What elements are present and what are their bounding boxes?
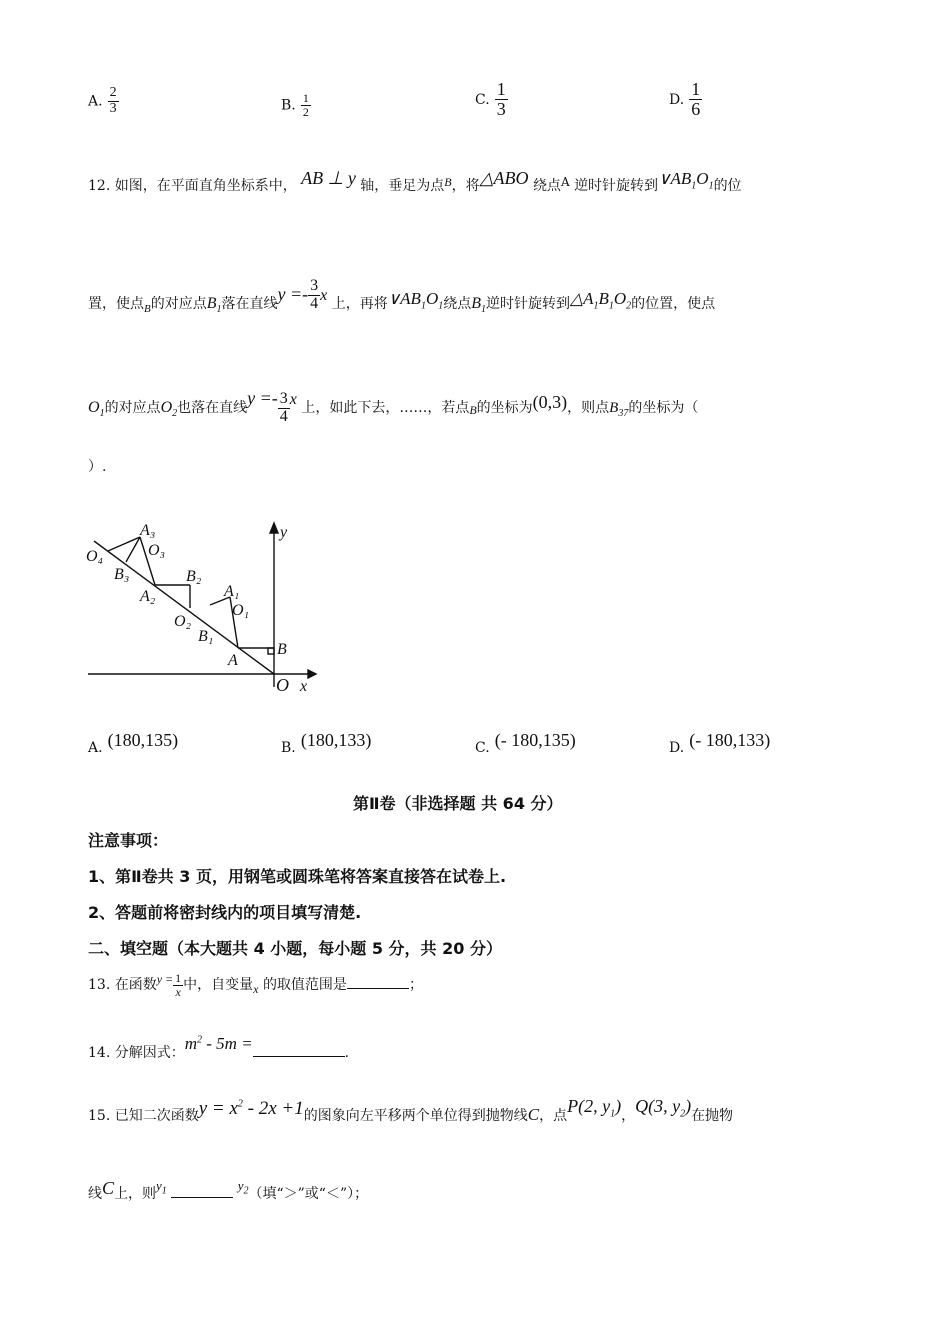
q12-text: 逆时针旋转到 bbox=[574, 178, 659, 194]
q12-line-2 bbox=[88, 278, 715, 315]
option-label: D. bbox=[669, 740, 685, 756]
q14-text: 分解因式： bbox=[114, 1045, 185, 1061]
math-x: x bbox=[289, 391, 297, 408]
option-value: (- 180,133) bbox=[689, 730, 771, 750]
question-number: 14. bbox=[88, 1045, 111, 1061]
math-quadratic: $y = x^2 - 2x +1$ bbox=[198, 1098, 304, 1119]
fraction-denominator: 2 bbox=[302, 104, 309, 119]
q12-option-b bbox=[281, 730, 371, 756]
q12-text: 绕点 bbox=[443, 295, 472, 312]
fraction-denominator: 4 bbox=[310, 294, 319, 312]
math-x: x bbox=[253, 982, 259, 997]
label-o3: O₃ bbox=[148, 542, 166, 559]
math-triangle-ab1o1: $\vee AB_1O_1$ bbox=[658, 169, 714, 192]
x-axis-arrow bbox=[308, 670, 316, 678]
math-triangle-abo: △ABO bbox=[479, 168, 529, 188]
label-y: y bbox=[280, 524, 288, 541]
fraction-denominator: 4 bbox=[279, 407, 288, 425]
q12-text: 逆时针旋转到 bbox=[486, 295, 570, 312]
math-coord-b: (0,3) bbox=[532, 392, 568, 412]
segment-a3-o4 bbox=[108, 537, 140, 551]
q13-text: ； bbox=[408, 977, 423, 994]
math-expression: $m^2 - 5m$ = bbox=[184, 1034, 253, 1053]
option-label: C. bbox=[475, 740, 490, 756]
math-point-b37: $B_{37}$ bbox=[609, 400, 629, 419]
q15-line-1: 15. 已知二次函数$y = x^2 - 2x +1$的图象向左平移两个单位得到抛物线C，点P(2, $y_1$)，Q(3, $y_2$)在抛物 bbox=[88, 1096, 734, 1124]
fraction-numerator: 3 bbox=[279, 389, 288, 407]
q12-text: 落在直线 bbox=[221, 295, 278, 312]
q12-text: 的位置，使点 bbox=[631, 295, 716, 312]
label-a: A bbox=[228, 652, 238, 669]
option-label: C. bbox=[475, 91, 490, 108]
math-c: C bbox=[527, 1105, 540, 1124]
q13-text: 在函数 bbox=[114, 977, 157, 994]
label-o4: O₄ bbox=[86, 548, 104, 565]
notice-title: 注意事项： bbox=[88, 831, 169, 850]
math-ab-perp-y: AB ⊥ y bbox=[301, 168, 356, 188]
math-point-q: Q(3, $y_2$) bbox=[635, 1096, 692, 1120]
label-a2: A₂ bbox=[140, 588, 156, 605]
math-point-b: B bbox=[469, 403, 477, 417]
q13-text: 中，自变量 bbox=[183, 977, 254, 994]
q12-text: 的坐标为 bbox=[476, 400, 533, 416]
label-b: B bbox=[277, 641, 287, 658]
math-x: x bbox=[320, 286, 328, 304]
fraction-numerator: 1 bbox=[691, 79, 701, 99]
notice-item-2: 2、答题前将密封线内的项目填写清楚. bbox=[88, 903, 362, 922]
math-y2: $y_2$ bbox=[237, 1178, 249, 1197]
q11-option-c bbox=[475, 80, 508, 119]
option-value: (180,135) bbox=[107, 730, 179, 750]
math-c: C bbox=[102, 1178, 115, 1198]
right-angle-mark bbox=[268, 648, 274, 654]
q15-text: 上，则 bbox=[114, 1186, 157, 1202]
math-point-b: B bbox=[144, 302, 151, 315]
math-y-eq: y = bbox=[156, 972, 174, 987]
q12-line-3 bbox=[88, 388, 698, 425]
fraction-numerator: 1 bbox=[302, 91, 309, 105]
q11-option-b bbox=[281, 92, 311, 118]
q15-text: ，点 bbox=[539, 1108, 568, 1124]
q15-text: 的图象向左平移两个单位得到抛物线 bbox=[303, 1108, 528, 1124]
notice-item-1: 1、第Ⅱ卷共 3 页，用钢笔或圆珠笔将答案直接答在试卷上. bbox=[88, 867, 507, 886]
q12-text: 的对应点 bbox=[150, 295, 207, 312]
fill-section-title: 二、填空题（本大题共 4 小题，每小题 5 分，共 20 分） bbox=[88, 939, 502, 958]
fraction-numerator: 1 bbox=[496, 79, 506, 99]
label-o: O bbox=[276, 675, 289, 695]
q12-option-d bbox=[669, 730, 770, 756]
q14-text: . bbox=[344, 1045, 350, 1061]
q15-line-2 bbox=[88, 1178, 368, 1203]
question-number: 13. bbox=[88, 977, 111, 994]
answer-blank[interactable] bbox=[171, 1183, 233, 1198]
q12-line-4: ）. bbox=[88, 459, 107, 475]
math-point-o2: $O_2$ bbox=[160, 399, 178, 420]
fraction-denominator: 3 bbox=[109, 100, 117, 116]
q12-text: 的位 bbox=[713, 178, 742, 194]
q12-line-1 bbox=[88, 168, 742, 195]
fraction-denominator: 3 bbox=[496, 98, 506, 119]
q11-option-a bbox=[88, 86, 119, 116]
math-line-lhs: y =- bbox=[247, 388, 278, 408]
q11-option-d bbox=[669, 80, 702, 119]
q15-text: 线 bbox=[88, 1186, 102, 1202]
q13-text: 的取值范围是 bbox=[262, 977, 347, 994]
math-point-b1: $B_1$ bbox=[206, 294, 222, 315]
option-value: (- 180,135) bbox=[494, 730, 576, 750]
q15-text: （填“＞”或“＜”）； bbox=[248, 1186, 369, 1202]
label-b3: B₃ bbox=[114, 566, 130, 583]
math-point-p: P(2, $y_1$) bbox=[567, 1096, 622, 1120]
q12-option-c bbox=[475, 730, 576, 756]
option-label: A. bbox=[88, 740, 103, 756]
math-y1: $y_1$ bbox=[156, 1178, 167, 1197]
q12-text: 置，使点 bbox=[88, 295, 144, 312]
q12-text: 也落在直线 bbox=[177, 400, 248, 416]
option-value: (180,133) bbox=[300, 730, 372, 750]
fraction-numerator: 2 bbox=[109, 85, 117, 100]
q12-text: 的坐标为（ bbox=[628, 400, 699, 416]
math-point-b: B bbox=[444, 175, 452, 189]
label-o1: O₁ bbox=[232, 602, 250, 619]
q12-text: 绕点 bbox=[532, 178, 561, 194]
q13: 13. 在函数y = $\frac{1}{x}$ 中，自变量x 的取值范围是 ； bbox=[88, 971, 423, 999]
answer-blank[interactable] bbox=[347, 974, 409, 989]
math-triangle-a1b1o2: $\triangle A_1B_1O_2$ bbox=[570, 288, 632, 312]
q12-option-a bbox=[88, 730, 178, 756]
option-label: B. bbox=[281, 740, 296, 756]
option-label: D. bbox=[669, 91, 685, 108]
q15-text: 已知二次函数 bbox=[114, 1108, 199, 1124]
option-label: B. bbox=[281, 97, 296, 114]
label-a3: A₃ bbox=[140, 522, 156, 539]
question-number: 15. bbox=[88, 1108, 111, 1124]
y-axis-arrow bbox=[270, 523, 278, 533]
label-x: x bbox=[300, 678, 308, 695]
section-title: 第Ⅱ卷（非选择题 共 64 分） bbox=[353, 794, 563, 813]
fraction-denominator: 6 bbox=[691, 98, 701, 119]
label-a1: A₁ bbox=[224, 583, 240, 600]
q12-text: ，将 bbox=[451, 178, 480, 194]
q14 bbox=[88, 1034, 349, 1062]
label-b1: B₁ bbox=[198, 628, 214, 645]
q12-text: 的对应点 bbox=[104, 400, 161, 416]
label-o2: O₂ bbox=[174, 613, 192, 630]
label-b2: B₂ bbox=[186, 568, 202, 585]
q12-text: 如图，在平面直角坐标系中， bbox=[114, 178, 297, 194]
math-triangle-ab1o1: $\vee AB_1O_1$ bbox=[387, 288, 444, 312]
math-line-lhs: y =- bbox=[277, 283, 309, 304]
q12-figure bbox=[80, 515, 330, 700]
q12-text: 上，再将 bbox=[331, 295, 388, 312]
q12-text: 上，如此下去，……，若点 bbox=[301, 400, 470, 416]
q12-text: ，则点 bbox=[567, 400, 610, 416]
answer-blank[interactable] bbox=[253, 1042, 345, 1057]
question-number: 12. bbox=[88, 178, 111, 194]
option-label: A. bbox=[88, 93, 103, 110]
math-point-b1: $B_1$ bbox=[471, 294, 486, 315]
fraction-numerator: 3 bbox=[310, 277, 319, 294]
math-point-o1: $O_1$ bbox=[88, 399, 105, 420]
math-point-a: A bbox=[560, 175, 570, 189]
q12-text: 轴，垂足为点 bbox=[360, 178, 445, 194]
q15-text: 在抛物 bbox=[691, 1108, 734, 1124]
